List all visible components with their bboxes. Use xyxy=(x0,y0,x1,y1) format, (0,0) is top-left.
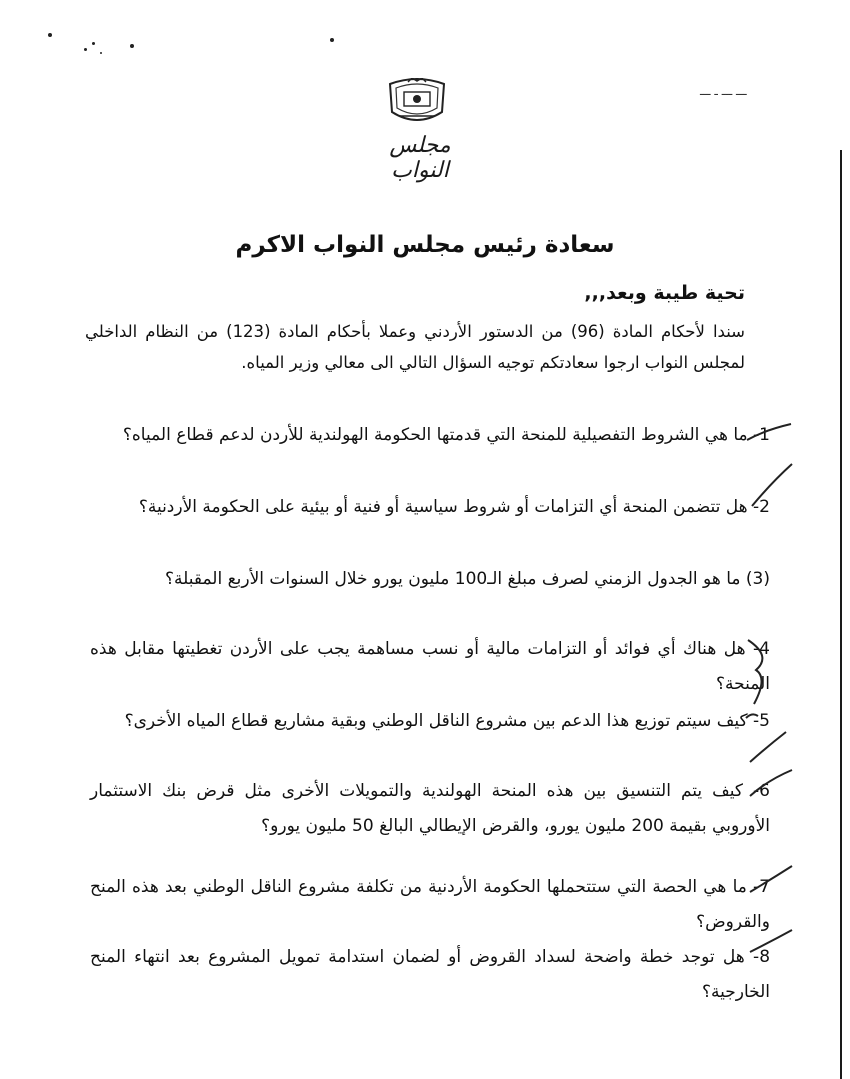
question-text: كيف سيتم توزيع هذا الدعم بين مشروع الناقل الوطني وبقية مشاريع قطاع المياه الأخرى؟ xyxy=(124,711,748,731)
question-item xyxy=(90,870,770,940)
letter-greeting: تحية طيبة وبعد,,, xyxy=(584,282,745,304)
question-text: كيف يتم التنسيق بين هذه المنحة الهولندية والتمويلات الأخرى مثل قرض بنك الاستثمار الأوروبي بقيمة 200 مليون يورو، والقرض الإيطالي البالغ 50 مليون يورو؟ xyxy=(90,781,770,836)
question-item xyxy=(90,774,770,844)
question-text: هل توجد خطة واضحة لسداد القروض أو لضمان استدامة تمويل المشروع بعد انتهاء المنح الخارجية؟ xyxy=(90,947,770,1002)
question-number: 8- xyxy=(753,947,771,967)
letter-title: سعادة رئيس مجلس النواب الاكرم xyxy=(235,232,615,258)
question-text: هل هناك أي فوائد أو التزامات مالية أو نسب مساهمة يجب على الأردن تغطيتها مقابل هذه المنحة؟ xyxy=(90,639,770,694)
parliament-emblem-icon xyxy=(382,78,452,126)
question-number: 1- xyxy=(753,425,770,445)
question-text: ما هي الحصة التي ستتحملها الحكومة الأردنية من تكلفة مشروع الناقل الوطني بعد هذه المنح والقروض؟ xyxy=(90,877,770,932)
logo-text: مجلس النواب xyxy=(389,133,451,183)
scan-speck xyxy=(100,52,102,54)
question-number: (3) xyxy=(745,569,770,589)
question-item xyxy=(90,490,770,525)
question-number: 5- xyxy=(753,711,770,731)
question-item xyxy=(90,632,770,702)
question-item xyxy=(90,704,770,739)
handwritten-tick-mark xyxy=(748,766,798,806)
handwritten-tick-mark xyxy=(748,862,798,902)
handwritten-tick-mark xyxy=(748,928,798,958)
handwritten-bracket-mark xyxy=(740,638,780,708)
question-text: ما هو الجدول الزمني لصرف مبلغ الـ100 مليون يورو خلال السنوات الأربع المقبلة؟ xyxy=(164,569,741,589)
question-item xyxy=(90,562,770,597)
question-text: هل تتضمن المنحة أي التزامات أو شروط سياسية أو فنية أو بيئية على الحكومة الأردنية؟ xyxy=(138,497,748,517)
question-item xyxy=(90,940,770,1010)
scan-speck xyxy=(48,33,52,37)
scan-speck xyxy=(330,38,334,42)
scan-speck xyxy=(92,42,95,45)
question-number: 6- xyxy=(753,781,770,801)
scan-speck xyxy=(130,44,134,48)
question-number: 7- xyxy=(753,877,770,897)
handwritten-tick-mark xyxy=(745,420,795,450)
letter-intro: سندا لأحكام المادة (96) من الدستور الأردني وعملا بأحكام المادة (123) من النظام الداخلي لمجلس النواب ارجوا سعادتكم توجيه السؤال التالي الى معالي وزير المياه. xyxy=(85,322,745,372)
question-number: 4- xyxy=(753,639,770,659)
handwritten-tick-mark xyxy=(748,462,798,512)
question-number: 2- xyxy=(753,497,770,517)
reference-mark: ـــ ـــ ـ ـــ xyxy=(700,84,747,98)
handwritten-tick-mark xyxy=(742,706,792,766)
scan-edge-line xyxy=(840,150,842,1079)
question-item xyxy=(90,418,770,453)
scan-speck xyxy=(84,48,87,51)
question-text: ما هي الشروط التفصيلية للمنحة التي قدمتها الحكومة الهولندية للأردن لدعم قطاع المياه؟ xyxy=(122,425,748,445)
